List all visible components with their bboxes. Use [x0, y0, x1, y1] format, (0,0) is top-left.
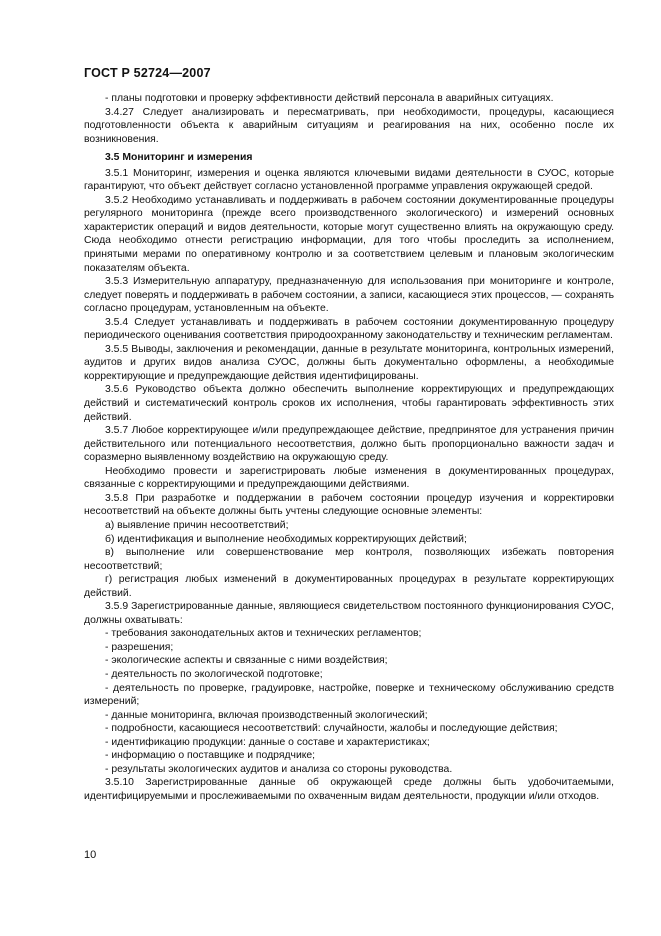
paragraph: Необходимо провести и зарегистрировать любые изменения в документированных процедурах, связанные с корректирующими и предупреждающими действиями.	[84, 465, 614, 491]
paragraph: 3.4.27 Следует анализировать и пересматривать, при необходимости, процедуры, касающиеся подготовленности объекта к аварийным ситуациям и реагирования на них, особенно после их возникновения.	[84, 106, 614, 145]
page-number: 10	[84, 849, 97, 861]
list-item: а) выявление причин несоответствий;	[105, 519, 289, 531]
list-item: - деятельность по экологической подготовке;	[105, 668, 323, 680]
list-item: - экологические аспекты и связанные с ними воздействия;	[105, 655, 388, 667]
list-item: б) идентификация и выполнение необходимых корректирующих действий;	[105, 533, 467, 545]
list-item: - идентификацию продукции: данные о составе и характеристиках;	[105, 736, 430, 748]
document-body	[84, 92, 614, 803]
paragraph: 3.5.5 Выводы, заключения и рекомендации, данные в результате мониторинга, контрольных измерений, аудитов и других видов анализа СУОС, должны быть документально оформлены, а необходимые корректирующие и предупреждающие действия идентифицированы.	[84, 343, 614, 382]
paragraph: 3.5.8 При разработке и поддержании в рабочем состоянии процедур изучения и корректировки несоответствий на объекте должны быть учтены следующие основные элементы:	[84, 492, 614, 518]
list-item: - разрешения;	[105, 641, 174, 653]
paragraph: - планы подготовки и проверку эффективности действий персонала в аварийных ситуациях.	[105, 93, 554, 104]
list-item: - подробности, касающиеся несоответствий: случайности, жалобы и последующие действия;	[105, 723, 558, 735]
list-item: - требования законодательных актов и технических регламентов;	[105, 628, 422, 640]
list-item: - результаты экологических аудитов и анализа со стороны руководства.	[105, 763, 453, 775]
list-item: г) регистрация любых изменений в документированных процедурах в результате корректирующих действий.	[84, 574, 614, 599]
paragraph: 3.5.7 Любое корректирующее и/или предупреждающее действие, предпринятое для устранения причин действительного или потенциального несоответствия, должно быть пропорционально важности задач и соразмерно выявленному воздействию на окружающую среду.	[84, 425, 614, 464]
document-header: ГОСТ Р 52724—2007	[84, 66, 211, 80]
paragraph: 3.5.10 Зарегистрированные данные об окружающей среде должны быть удобочитаемыми, идентифицируемыми и прослеживаемыми по охваченным видам деятельности, продукции и/или отходов.	[84, 777, 614, 802]
paragraph: 3.5.4 Следует устанавливать и поддерживать в рабочем состоянии документированную процедуру периодического оценивания соответствия природоохранному законодательству и техническим регламентам.	[84, 316, 614, 342]
list-item: - деятельность по проверке, градуировке, настройке, поверке и техническому обслуживанию средств измерений;	[84, 682, 614, 708]
paragraph: 3.5.1 Мониторинг, измерения и оценка являются ключевыми видами деятельности в СУОС, которые гарантируют, что объект действует согласно установленной программе управления окружающей средой.	[84, 167, 614, 193]
list-item: - информацию о поставщике и подрядчике;	[105, 750, 316, 762]
paragraph: 3.5.9 Зарегистрированные данные, являющиеся свидетельством постоянного функционирования СУОС, должны охватывать:	[84, 601, 614, 626]
paragraph: 3.5.3 Измерительную аппаратуру, предназначенную для использования при мониторинге и контроле, следует поверять и поддерживать в рабочем состоянии, а записи, касающиеся этих процессов, — сохранять согласно процедурам, установленным на объекте.	[84, 276, 614, 315]
paragraph: 3.5.6 Руководство объекта должно обеспечить выполнение корректирующих и предупреждающих действий и систематический контроль сроков их исполнения, чтобы гарантировать эффективность этих действий.	[84, 384, 614, 423]
list-item: - данные мониторинга, включая производственный экологический;	[105, 709, 428, 721]
list-item: в) выполнение или совершенствование мер контроля, позволяющих избежать повторения несоответствий;	[84, 547, 614, 572]
paragraph: 3.5.2 Необходимо устанавливать и поддерживать в рабочем состоянии документированные процедуры регулярного мониторинга (прежде всего производственного экологического) и измерений основных характеристик операций и видов деятельности, которые могут существенно влиять на окружающую среду. Сюда необходимо отнести регистрацию информации, для того чтобы проследить за исполнением, принятыми мерами по оперативному контролю и за соответствием целевым и плановым экологическим показателям объекта.	[84, 194, 614, 274]
section-heading: 3.5 Мониторинг и измерения	[105, 152, 253, 164]
